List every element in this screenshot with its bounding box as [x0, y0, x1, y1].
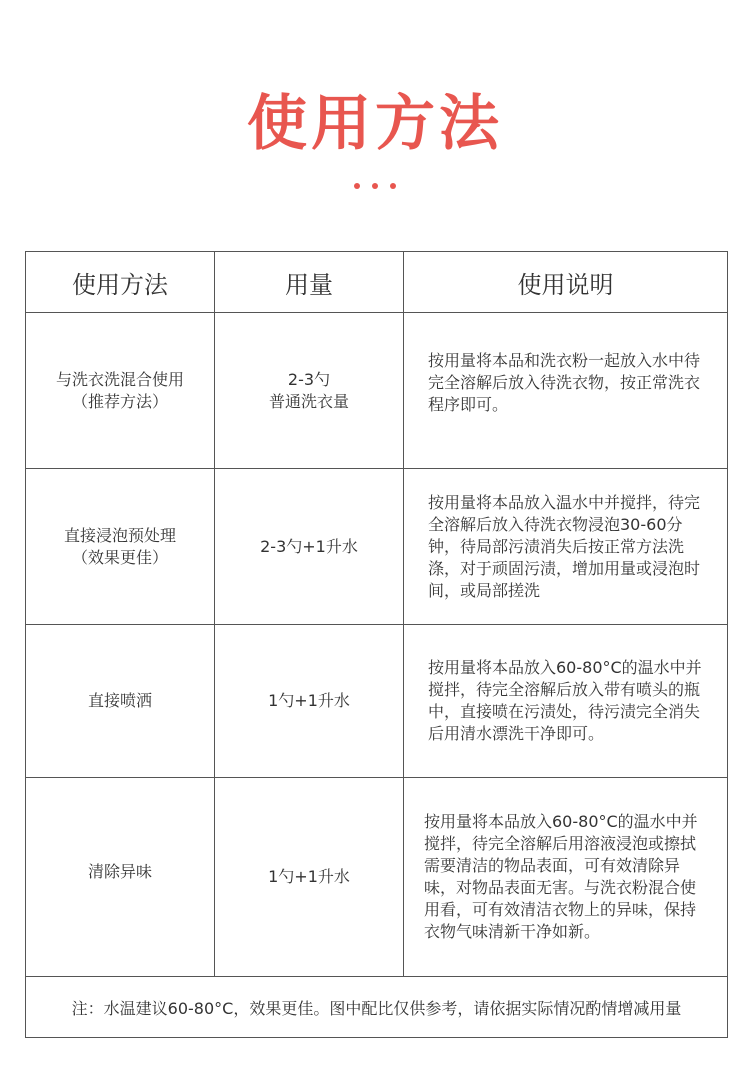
method-cell: [26, 313, 215, 469]
table-row: [26, 778, 728, 977]
dosage-cell: [215, 778, 404, 977]
instructions-cell: [404, 625, 728, 778]
dot-icon: [372, 183, 378, 189]
dosage-cell: [215, 313, 404, 469]
note-row: [26, 977, 728, 1038]
instructions-text: 按用量将本品放入温水中并搅拌，待完全溶解后放入待洗衣物浸泡30-60分钟，待局部污渍消失后按正常方法洗涤，对于顽固污渍，增加用量或浸泡时间，或局部搓洗: [428, 492, 701, 600]
instructions-text: 按用量将本品放入60-80°C的温水中并搅拌，待完全溶解后用溶液浸泡或擦拭需要清洁的物品表面，可有效清除异味，对物品表面无害。与洗衣粉混合使用看，可有效清洁衣物上的异味，保持衣物气味清新干净如新。: [424, 812, 698, 941]
method-cell: [26, 778, 215, 977]
instructions-text: 按用量将本品和洗衣粉一起放入水中待完全溶解后放入待洗衣物，按正常洗衣程序即可。: [428, 350, 701, 414]
method-label: 直接浸泡预处理: [63, 525, 176, 545]
header-method: 使用方法: [26, 252, 215, 313]
method-label: 与洗衣洗混合使用: [55, 369, 184, 389]
method-cell: [26, 469, 215, 625]
dosage-label: 1勺+1升水: [268, 691, 350, 710]
instructions-text: 按用量将本品放入60-80°C的温水中并搅拌，待完全溶解后放入带有喷头的瓶中，直接喷在污渍处，待污渍完全消失后用清水漂洗干净即可。: [428, 658, 702, 743]
method-label: 直接喷洒: [87, 691, 152, 710]
dosage-label: 1勺+1升水: [268, 867, 350, 886]
page-title: 使用方法: [247, 89, 503, 159]
instructions-cell: [404, 313, 728, 469]
dosage-cell: [215, 625, 404, 778]
method-label: 清除异味: [87, 862, 152, 881]
header-dosage: 用量: [215, 252, 404, 313]
dosage-label: 2-3勺: [287, 369, 331, 389]
note-text: 注：水温建议60-80°C，效果更佳。图中配比仅供参考，请依据实际情况酌情增减用量: [26, 977, 728, 1038]
table-header-row: [26, 252, 728, 313]
method-cell: [26, 625, 215, 778]
dot-icon: [354, 183, 360, 189]
dot-icon: [390, 183, 396, 189]
method-sublabel: （推荐方法）: [71, 391, 168, 411]
table-row: [26, 313, 728, 469]
instructions-cell: [404, 469, 728, 625]
dosage-cell: [215, 469, 404, 625]
method-sublabel: （效果更佳）: [71, 547, 168, 567]
dosage-label: 2-3勺+1升水: [260, 536, 358, 556]
usage-table: [25, 251, 728, 1038]
decorative-dots: [0, 183, 750, 189]
header-instructions: 使用说明: [404, 252, 728, 313]
instructions-cell: [404, 778, 728, 977]
table-row: [26, 625, 728, 778]
dosage-sublabel: 普通洗衣量: [268, 391, 349, 411]
table-row: [26, 469, 728, 625]
